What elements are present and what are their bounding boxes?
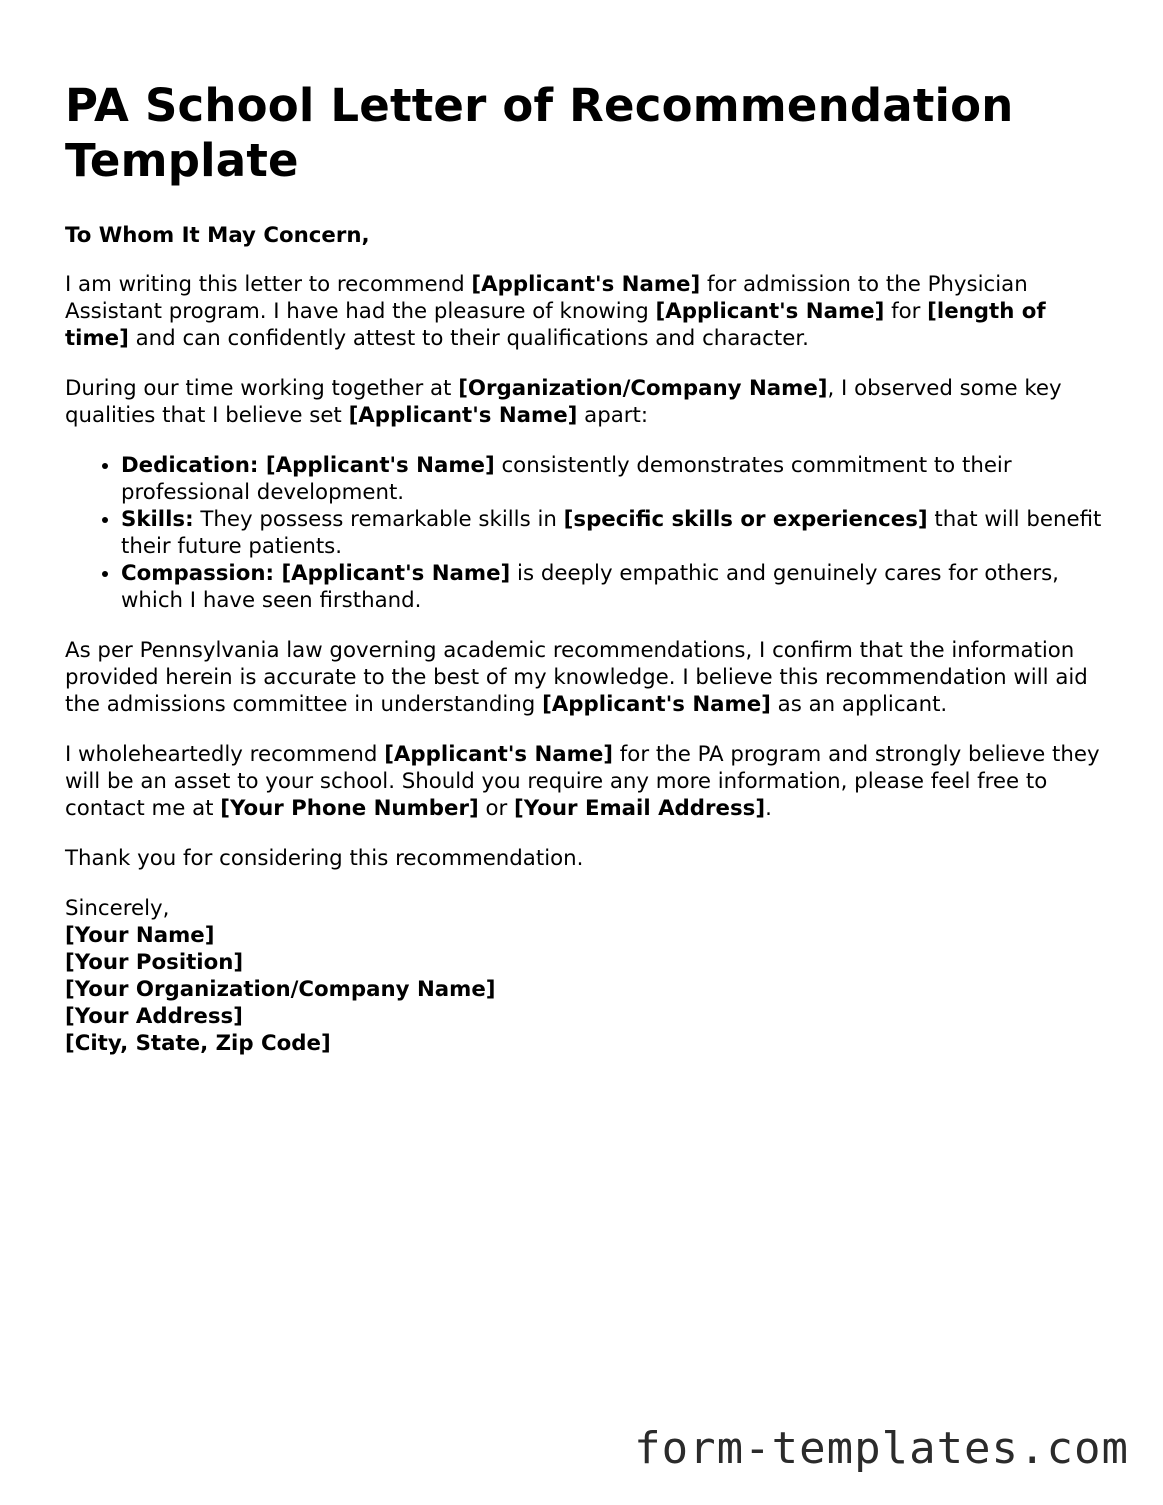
organization-placeholder: [Organization/Company Name] xyxy=(458,376,828,401)
signature-block xyxy=(65,895,1105,1057)
intro-text-3: for xyxy=(884,299,928,324)
quality-text: that will benefit their future patients. xyxy=(121,507,1102,559)
intro-text-1: I am writing this letter to recommend xyxy=(65,272,472,297)
signature-address: [Your Address] xyxy=(65,1004,243,1029)
list-item-dedication xyxy=(121,452,1105,506)
thanks-paragraph: Thank you for considering this recommendation. xyxy=(65,846,584,871)
signature-closing: Sincerely, xyxy=(65,896,170,921)
recommendation-text-3: or xyxy=(478,796,515,821)
recommendation-text-4: . xyxy=(765,796,772,821)
salutation: To Whom It May Concern, xyxy=(65,223,370,248)
legal-paragraph xyxy=(65,637,1105,718)
signature-name: [Your Name] xyxy=(65,923,215,948)
applicant-name-placeholder: [Applicant's Name] xyxy=(274,561,511,586)
skills-placeholder: [specific skills or experiences] xyxy=(563,507,928,532)
recommendation-text-1: I wholeheartedly recommend xyxy=(65,742,385,767)
applicant-name-placeholder: [Applicant's Name] xyxy=(542,692,771,717)
legal-text-1: As per Pennsylvania law governing academic recommendations, I confirm that the information provided herein is accurate to the best of my knowledge. I believe this recommendation will aid the admissions committee in understanding xyxy=(65,638,1088,717)
qualities-intro-text-2: , I observed some key qualities that I believe set xyxy=(65,376,1062,428)
intro-text-2: for admission to the Physician Assistant program. I have had the pleasure of knowing xyxy=(65,272,1028,324)
applicant-name-placeholder: [Applicant's Name] xyxy=(471,272,701,297)
quality-text: They possess remarkable skills in xyxy=(193,507,564,532)
qualities-intro-text-1: During our time working together at xyxy=(65,376,459,401)
signature-city: [City, State, Zip Code] xyxy=(65,1031,331,1056)
applicant-name-placeholder: [Applicant's Name] xyxy=(384,742,614,767)
qualities-list xyxy=(65,452,1105,614)
list-item-compassion xyxy=(121,560,1105,614)
page-title: PA School Letter of Recommendation Template xyxy=(65,79,1014,187)
legal-text-2: as an applicant. xyxy=(770,692,948,717)
recommendation-text-2: for the PA program and strongly believe they will be an asset to your school. Should you require any more information, please feel free to contact me at xyxy=(65,742,1100,821)
intro-paragraph xyxy=(65,271,1105,352)
applicant-name-placeholder: [Applicant's Name] xyxy=(348,403,578,428)
list-item-skills xyxy=(121,506,1105,560)
qualities-intro-paragraph xyxy=(65,375,1105,429)
applicant-name-placeholder: [Applicant's Name] xyxy=(655,299,885,324)
quality-text: is deeply empathic and genuinely cares for others, which I have seen firsthand. xyxy=(121,561,1059,613)
quality-label: Skills: xyxy=(121,507,194,532)
qualities-intro-text-3: apart: xyxy=(577,403,649,428)
recommendation-paragraph xyxy=(65,741,1105,822)
quality-label: Dedication: xyxy=(121,453,259,478)
quality-text: consistently demonstrates commitment to their professional development. xyxy=(121,453,1012,505)
intro-text-4: and can confidently attest to their qualifications and character. xyxy=(128,326,809,351)
letter-document xyxy=(65,78,1105,1057)
applicant-name-placeholder: [Applicant's Name] xyxy=(258,453,495,478)
watermark: form-templates.com xyxy=(634,1423,1129,1474)
signature-position: [Your Position] xyxy=(65,950,244,975)
phone-placeholder: [Your Phone Number] xyxy=(220,796,479,821)
signature-organization: [Your Organization/Company Name] xyxy=(65,977,496,1002)
length-of-time-placeholder: [length of time] xyxy=(65,299,1046,351)
quality-label: Compassion: xyxy=(121,561,275,586)
email-placeholder: [Your Email Address] xyxy=(514,796,766,821)
